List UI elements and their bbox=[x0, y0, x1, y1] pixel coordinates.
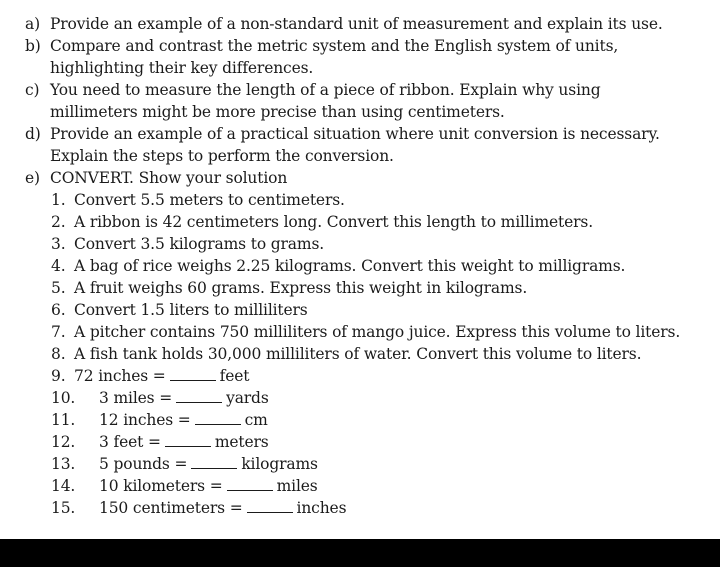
answer-blank[interactable] bbox=[176, 388, 222, 403]
conversion-item-7 bbox=[0, 321, 720, 343]
fill-in-item-14 bbox=[0, 475, 720, 497]
fill-in-right: inches bbox=[296, 499, 347, 517]
fill-in-expression bbox=[99, 475, 318, 497]
fill-in-expression bbox=[99, 387, 269, 409]
fill-in-item-13 bbox=[0, 453, 720, 475]
item-number: 15. bbox=[51, 499, 76, 517]
question-text: millimeters might be more precise than using centimeters. bbox=[50, 103, 505, 121]
fill-in-item-9 bbox=[0, 365, 720, 387]
question-c bbox=[0, 79, 720, 101]
question-label: e) bbox=[25, 169, 40, 187]
fill-in-right: yards bbox=[226, 389, 269, 407]
item-number: 8. bbox=[51, 345, 66, 363]
fill-in-left: 72 inches = bbox=[74, 367, 166, 385]
question-b-continued bbox=[0, 57, 720, 79]
answer-blank[interactable] bbox=[195, 410, 241, 425]
item-number: 6. bbox=[51, 301, 66, 319]
item-text: A bag of rice weighs 2.25 kilograms. Convert this weight to milligrams. bbox=[74, 257, 626, 275]
item-text: A fish tank holds 30,000 milliliters of water. Convert this volume to liters. bbox=[74, 345, 642, 363]
fill-in-left: 3 miles = bbox=[99, 389, 173, 407]
item-number: 11. bbox=[51, 411, 76, 429]
fill-in-expression bbox=[99, 409, 268, 431]
item-number: 14. bbox=[51, 477, 76, 495]
bottom-black-bar bbox=[0, 539, 720, 567]
fill-in-expression bbox=[74, 365, 249, 387]
fill-in-right: kilograms bbox=[241, 455, 318, 473]
question-a bbox=[0, 13, 720, 35]
conversion-item-1 bbox=[0, 189, 720, 211]
conversion-item-3 bbox=[0, 233, 720, 255]
fill-in-left: 5 pounds = bbox=[99, 455, 188, 473]
question-c-continued bbox=[0, 101, 720, 123]
item-number: 4. bbox=[51, 257, 66, 275]
item-text: A ribbon is 42 centimeters long. Convert this length to millimeters. bbox=[74, 213, 593, 231]
fill-in-item-12 bbox=[0, 431, 720, 453]
item-number: 7. bbox=[51, 323, 66, 341]
item-number: 10. bbox=[51, 389, 76, 407]
fill-in-item-15 bbox=[0, 497, 720, 519]
item-text: A pitcher contains 750 milliliters of mango juice. Express this volume to liters. bbox=[74, 323, 681, 341]
conversion-item-8 bbox=[0, 343, 720, 365]
question-d-continued bbox=[0, 145, 720, 167]
item-text: A fruit weighs 60 grams. Express this weight in kilograms. bbox=[74, 279, 528, 297]
answer-blank[interactable] bbox=[170, 366, 216, 381]
conversion-item-4 bbox=[0, 255, 720, 277]
item-text: Convert 3.5 kilograms to grams. bbox=[74, 235, 325, 253]
answer-blank[interactable] bbox=[227, 476, 273, 491]
fill-in-left: 150 centimeters = bbox=[99, 499, 243, 517]
question-b bbox=[0, 35, 720, 57]
fill-in-item-10 bbox=[0, 387, 720, 409]
fill-in-expression bbox=[99, 497, 346, 519]
fill-in-right: miles bbox=[276, 477, 318, 495]
item-number: 9. bbox=[51, 367, 66, 385]
conversion-item-5 bbox=[0, 277, 720, 299]
question-text: Explain the steps to perform the conversion. bbox=[50, 147, 394, 165]
item-number: 5. bbox=[51, 279, 66, 297]
question-e bbox=[0, 167, 720, 189]
fill-in-right: feet bbox=[219, 367, 250, 385]
question-text: Provide an example of a non-standard unit of measurement and explain its use. bbox=[50, 15, 663, 33]
fill-in-right: cm bbox=[244, 411, 268, 429]
question-text: CONVERT. Show your solution bbox=[50, 169, 288, 187]
question-d bbox=[0, 123, 720, 145]
fill-in-expression bbox=[99, 453, 318, 475]
question-label: c) bbox=[25, 81, 40, 99]
fill-in-right: meters bbox=[214, 433, 269, 451]
fill-in-expression bbox=[99, 431, 269, 453]
answer-blank[interactable] bbox=[191, 454, 237, 469]
item-text: Convert 1.5 liters to milliliters bbox=[74, 301, 308, 319]
conversion-item-6 bbox=[0, 299, 720, 321]
item-number: 2. bbox=[51, 213, 66, 231]
item-number: 12. bbox=[51, 433, 76, 451]
answer-blank[interactable] bbox=[247, 498, 293, 513]
question-text: You need to measure the length of a piece of ribbon. Explain why using bbox=[50, 81, 601, 99]
fill-in-left: 3 feet = bbox=[99, 433, 161, 451]
question-text: Compare and contrast the metric system and the English system of units, bbox=[50, 37, 619, 55]
item-text: Convert 5.5 meters to centimeters. bbox=[74, 191, 345, 209]
item-number: 1. bbox=[51, 191, 66, 209]
answer-blank[interactable] bbox=[165, 432, 211, 447]
question-label: d) bbox=[25, 125, 41, 143]
item-number: 13. bbox=[51, 455, 76, 473]
fill-in-left: 10 kilometers = bbox=[99, 477, 223, 495]
conversion-item-2 bbox=[0, 211, 720, 233]
fill-in-item-11 bbox=[0, 409, 720, 431]
fill-in-left: 12 inches = bbox=[99, 411, 191, 429]
question-label: b) bbox=[25, 37, 41, 55]
question-text: highlighting their key differences. bbox=[50, 59, 314, 77]
question-text: Provide an example of a practical situation where unit conversion is necessary. bbox=[50, 125, 660, 143]
item-number: 3. bbox=[51, 235, 66, 253]
question-label: a) bbox=[25, 15, 40, 33]
